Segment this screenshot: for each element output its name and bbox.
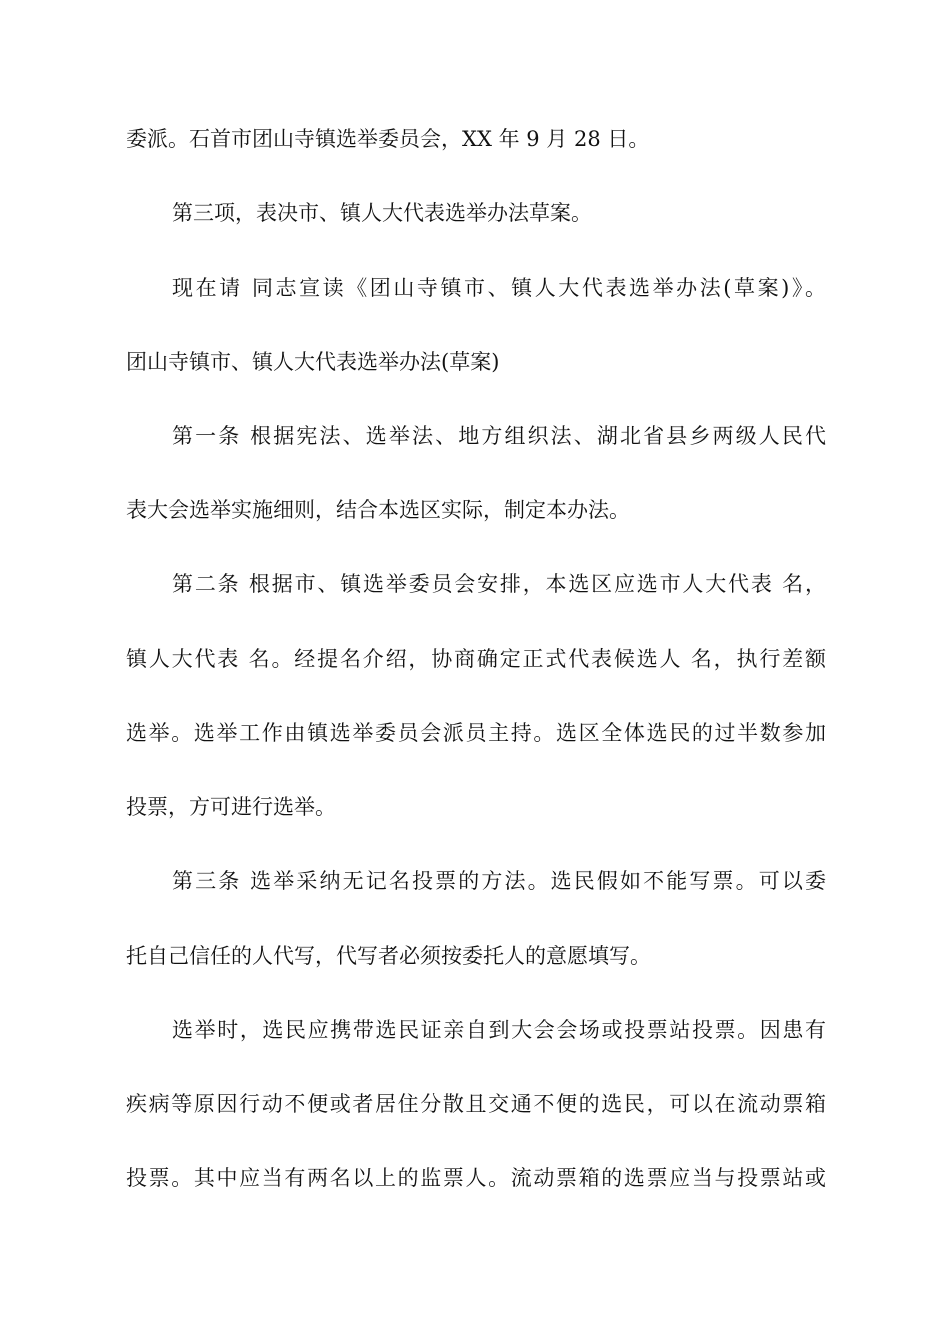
text-line-9: 选举。选举工作由镇选举委员会派员主持。选区全体选民的过半数参加 [126,721,826,745]
text-line-5: 第一条 根据宪法、选举法、地方组织法、湖北省县乡两级人民代 [172,424,826,448]
text-line-8: 镇人大代表 名。经提名介绍，协商确定正式代表候选人 名，执行差额 [126,647,826,671]
text-line-1: 委派。石首市团山寺镇选举委员会，XX 年 9 月 28 日。 [126,127,650,151]
text-line-11: 第三条 选举采纳无记名投票的方法。选民假如不能写票。可以委 [172,869,826,893]
text-line-13: 选举时，选民应携带选民证亲自到大会会场或投票站投票。因患有 [172,1018,826,1042]
text-line-12: 托自己信任的人代写，代写者必须按委托人的意愿填写。 [126,944,651,968]
text-line-6: 表大会选举实施细则，结合本选区实际，制定本办法。 [126,498,630,522]
text-line-2: 第三项，表决市、镇人大代表选举办法草案。 [172,201,592,225]
text-line-14: 疾病等原因行动不便或者居住分散且交通不便的选民，可以在流动票箱 [126,1092,826,1116]
text-line-15: 投票。其中应当有两名以上的监票人。流动票箱的选票应当与投票站或 [126,1166,826,1190]
text-line-4-subtitle: 团山寺镇市、镇人大代表选举办法(草案) [126,350,500,374]
text-line-7: 第二条 根据市、镇选举委员会安排，本选区应选市人大代表 名， [172,572,826,596]
text-line-10: 投票，方可进行选举。 [126,795,336,819]
text-line-3: 现在请 同志宣读《团山寺镇市、镇人大代表选举办法(草案)》。 [172,276,826,300]
